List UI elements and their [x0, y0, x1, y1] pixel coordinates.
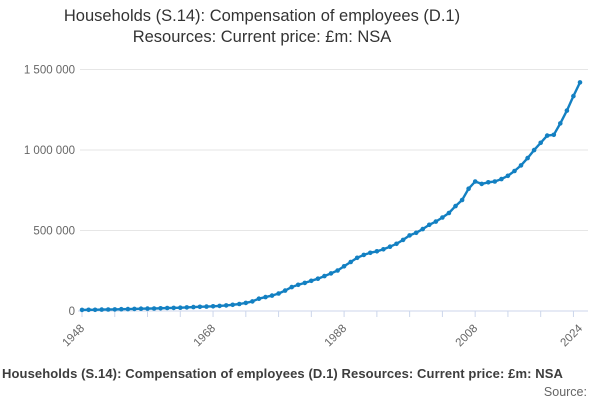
data-point[interactable]: [152, 306, 157, 311]
data-point[interactable]: [230, 303, 235, 308]
data-point[interactable]: [132, 307, 137, 312]
data-point[interactable]: [362, 253, 367, 258]
data-point[interactable]: [427, 223, 432, 228]
data-point[interactable]: [270, 293, 275, 298]
data-point[interactable]: [296, 283, 301, 288]
data-point[interactable]: [447, 211, 452, 216]
data-point[interactable]: [276, 291, 281, 296]
data-point[interactable]: [466, 186, 471, 191]
data-point[interactable]: [316, 276, 321, 281]
x-axis-label: 1988: [322, 322, 350, 350]
data-point[interactable]: [420, 227, 425, 232]
data-point[interactable]: [119, 307, 124, 312]
data-point[interactable]: [289, 285, 294, 290]
data-point[interactable]: [158, 306, 163, 311]
data-point[interactable]: [145, 306, 150, 311]
data-point[interactable]: [99, 307, 104, 312]
data-point[interactable]: [525, 156, 530, 161]
y-axis-label: 500 000: [33, 225, 75, 238]
data-point[interactable]: [440, 215, 445, 220]
data-point[interactable]: [532, 148, 537, 153]
data-point[interactable]: [512, 169, 517, 174]
data-point[interactable]: [558, 121, 563, 126]
data-point[interactable]: [171, 306, 176, 311]
data-point[interactable]: [506, 174, 511, 179]
data-point[interactable]: [552, 133, 557, 138]
data-point[interactable]: [244, 301, 249, 306]
y-axis-label: 0: [68, 306, 75, 318]
data-point[interactable]: [217, 304, 222, 309]
data-point[interactable]: [322, 274, 327, 279]
data-point[interactable]: [479, 182, 484, 187]
chart-canvas: [0, 48, 600, 363]
data-point[interactable]: [571, 94, 576, 99]
chart-title-line1: Households (S.14): Compensation of employees (D.1): [63, 7, 461, 25]
x-axis-label: 2008: [453, 322, 481, 350]
data-point[interactable]: [224, 303, 229, 308]
data-point[interactable]: [93, 308, 98, 313]
data-point[interactable]: [257, 296, 262, 301]
data-point[interactable]: [401, 238, 406, 243]
data-point[interactable]: [434, 219, 439, 224]
data-point[interactable]: [185, 305, 190, 310]
data-point[interactable]: [126, 307, 131, 312]
data-point[interactable]: [329, 271, 334, 276]
x-axis-label: 1968: [191, 322, 219, 350]
data-point[interactable]: [113, 307, 118, 312]
data-point[interactable]: [453, 204, 458, 209]
data-point[interactable]: [460, 198, 465, 203]
data-point[interactable]: [250, 299, 255, 304]
data-point[interactable]: [86, 308, 91, 313]
data-point[interactable]: [80, 308, 85, 313]
data-point[interactable]: [204, 304, 209, 309]
data-point[interactable]: [342, 264, 347, 269]
chart-title-line2: Resources: Current price: £m: NSA: [132, 28, 392, 46]
data-point[interactable]: [165, 306, 170, 311]
data-point[interactable]: [303, 281, 308, 286]
data-point[interactable]: [519, 163, 524, 168]
data-point[interactable]: [198, 305, 203, 310]
data-point[interactable]: [381, 247, 386, 252]
x-axis-label: 2024: [558, 322, 586, 350]
series-line: [82, 82, 580, 310]
data-point[interactable]: [499, 177, 504, 182]
data-point[interactable]: [263, 295, 268, 300]
footer-caption: Households (S.14): Compensation of employees (D.1) Resources: Current price: £m: NSA: [2, 366, 564, 381]
data-point[interactable]: [309, 279, 314, 284]
data-point[interactable]: [565, 108, 570, 113]
data-point[interactable]: [493, 179, 498, 184]
data-point[interactable]: [394, 242, 399, 247]
data-point[interactable]: [538, 141, 543, 146]
data-point[interactable]: [407, 233, 412, 238]
data-point[interactable]: [191, 305, 196, 310]
data-point[interactable]: [375, 249, 380, 254]
x-axis-label: 1948: [60, 322, 88, 350]
data-point[interactable]: [139, 306, 144, 311]
data-point[interactable]: [283, 288, 288, 293]
data-point[interactable]: [486, 180, 491, 185]
y-axis-label: 1 000 000: [23, 145, 75, 157]
data-point[interactable]: [355, 256, 360, 261]
data-point[interactable]: [237, 302, 242, 307]
chart-title: [0, 6, 600, 48]
source-label: Source:: [543, 385, 587, 399]
data-point[interactable]: [578, 80, 583, 85]
data-point[interactable]: [211, 304, 216, 309]
data-point[interactable]: [473, 179, 478, 184]
data-point[interactable]: [335, 268, 340, 273]
data-point[interactable]: [178, 305, 183, 310]
data-point[interactable]: [414, 231, 419, 236]
data-point[interactable]: [388, 244, 393, 249]
data-point[interactable]: [348, 260, 353, 265]
data-point[interactable]: [368, 251, 373, 256]
data-point[interactable]: [106, 307, 111, 312]
y-axis-label: 1 500 000: [23, 64, 75, 77]
data-point[interactable]: [545, 133, 550, 138]
